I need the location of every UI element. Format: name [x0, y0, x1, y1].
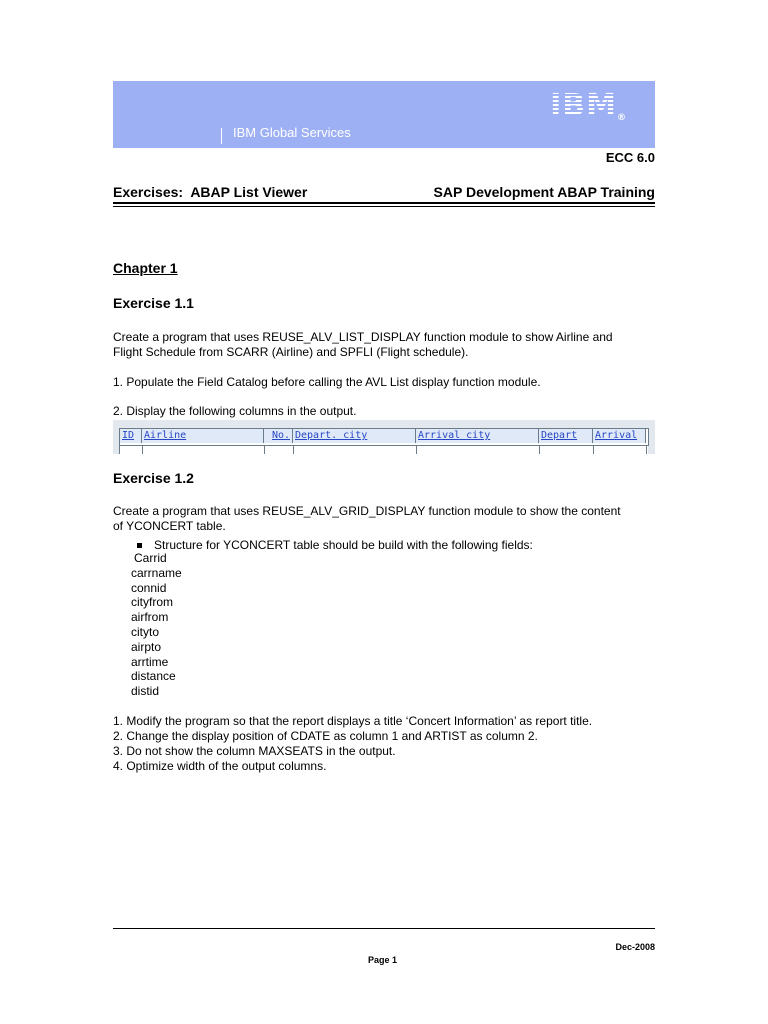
column-header-number[interactable]: No.: [264, 429, 293, 443]
list-item: Carrid: [134, 551, 167, 565]
list-item: connid: [131, 580, 167, 595]
header-rule: [113, 202, 655, 204]
alv-first-row: [119, 446, 648, 454]
version-label: ECC 6.0: [605, 150, 655, 165]
column-header-airline[interactable]: Airline: [142, 429, 264, 443]
intro-line: Flight Schedule from SCARR (Airline) and SPFLI (Flight schedule).: [113, 345, 469, 359]
list-item: airpto: [131, 639, 162, 654]
list-item: distance: [131, 669, 176, 684]
header-banner: [113, 81, 655, 148]
footer-date: Dec-2008: [615, 942, 655, 952]
exercise-1-2-intro: [113, 504, 658, 534]
course-title: SAP Development ABAP Training: [433, 184, 655, 200]
intro-line: Create a program that uses REUSE_ALV_LIST_DISPLAY function module to show Airline and: [113, 330, 613, 344]
list-item: arrtime: [131, 654, 169, 669]
exercise-1-1-intro: [113, 330, 658, 360]
header-rule-thin: [113, 206, 655, 207]
square-bullet-icon: [137, 543, 142, 548]
page-number: Page 1: [368, 955, 398, 965]
column-header-arrival[interactable]: Arrival: [593, 429, 646, 443]
list-item: 4. Optimize width of the output columns.: [113, 759, 327, 773]
intro-line: Create a program that uses REUSE_ALV_GRID_DISPLAY function module to show the content: [113, 504, 621, 518]
alv-column-header-row: [119, 428, 649, 446]
company-name: IBM Global Services: [233, 125, 351, 140]
column-header-depart-city[interactable]: Depart. city: [293, 429, 416, 443]
list-item: distid: [131, 684, 160, 699]
task-list: [113, 714, 592, 774]
list-item: cityfrom: [131, 595, 173, 610]
list-item: cityto: [131, 624, 160, 639]
field-list: [131, 551, 182, 699]
list-item: 1. Modify the program so that the report displays a title ‘Concert Information’ as report title.: [113, 714, 593, 728]
list-item: 2. Change the display position of CDATE as column 1 and ARTIST as column 2.: [113, 729, 538, 743]
column-header-depart[interactable]: Depart: [539, 429, 593, 443]
list-item: 3. Do not show the column MAXSEATS in the output.: [113, 744, 396, 758]
bullet-text: Structure for YCONCERT table should be build with the following fields:: [154, 538, 533, 552]
banner-divider: [221, 128, 222, 144]
column-header-id[interactable]: ID: [120, 429, 142, 443]
footer-rule: [113, 928, 655, 929]
ibm-logo: IBM®: [550, 88, 627, 123]
intro-line: of YCONCERT table.: [113, 519, 226, 533]
exercise-1-1-heading: Exercise 1.1: [113, 295, 194, 311]
chapter-heading: Chapter 1: [113, 260, 178, 276]
column-header-arrival-city[interactable]: Arrival city: [416, 429, 539, 443]
exercise-1-2-heading: Exercise 1.2: [113, 470, 194, 486]
exercise-1-1-step-2: 2. Display the following columns in the output.: [113, 404, 357, 418]
structure-bullet: [137, 538, 533, 552]
exercise-1-1-step-1: 1. Populate the Field Catalog before calling the AVL List display function module.: [113, 375, 541, 389]
document-title: Exercises: ABAP List Viewer: [113, 184, 308, 200]
list-item: carrname: [131, 565, 182, 580]
list-item: airfrom: [131, 610, 169, 625]
